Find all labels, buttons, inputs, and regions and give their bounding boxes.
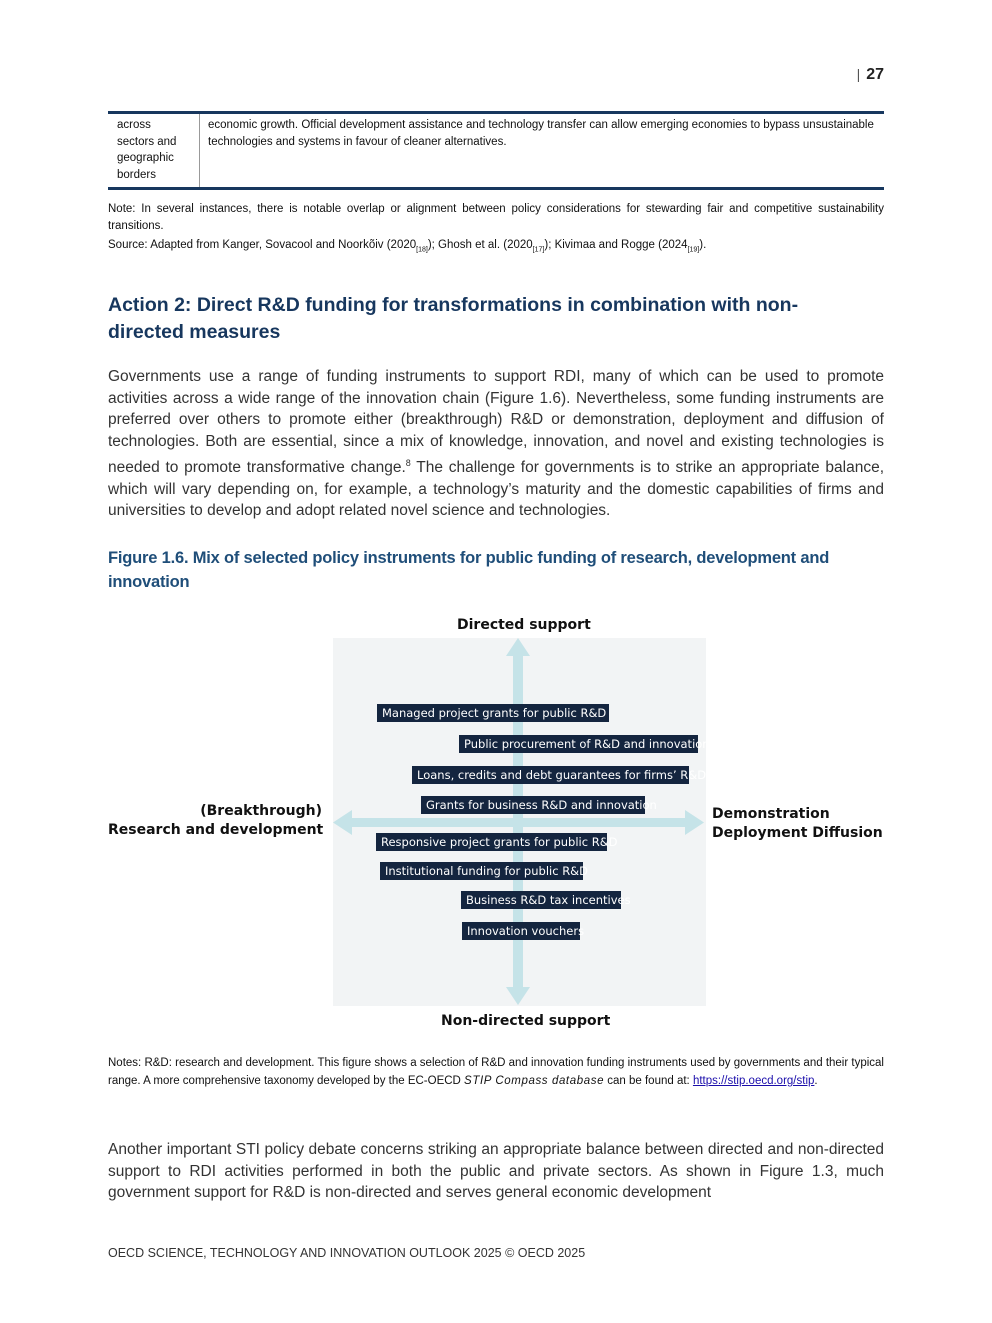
table-left-cell-line: borders (117, 168, 156, 181)
horizontal-axis-shaft (352, 818, 686, 827)
table-left-cell-line: geographic (117, 152, 174, 164)
right-axis-label-line-1: Demonstration (712, 806, 830, 822)
instrument-business-grants: Grants for business R&D and innovation (421, 796, 645, 814)
instrument-loans-credits: Loans, credits and debt guarantees for firms’ R&D (412, 766, 689, 784)
page-number-value: 27 (866, 66, 884, 83)
top-axis-label: Directed support (457, 617, 591, 633)
table-note: Note: In several instances, there is notable overlap or alignment between policy considerations for stewarding fair and competitive sustainability transitions. (108, 203, 884, 232)
paragraph-1: Governments use a range of funding instruments to support RDI, many of which can be used to promote activities across a wide range of the innovation chain (Figure 1.6). Nevertheless, some funding instruments are preferred over others to promote either (breakthrough) R&D or demonstration, deployment and diffusion of technologies. Both are essential, since a mix of knowledge, innovation, and novel and existing technologies is needed to promote transformative change.$^8$ The challenge for governments is to strike an appropriate balance, which will vary depending on, for example, a technology’s maturity and the domestic capabilities of firms and universities to develop and adopt related novel science and technologies. (108, 368, 885, 520)
table-left-cell-line: sectors and (117, 135, 177, 148)
page-separator: | (856, 66, 861, 82)
right-axis-label-line-2: Deployment Diffusion (712, 825, 883, 841)
right-arrowhead (685, 810, 704, 835)
instrument-tax-incentives: Business R&D tax incentives (461, 891, 621, 909)
figure-title: Figure 1.6. Mix of selected policy instruments for public funding of research, development and innovation (108, 549, 830, 591)
instrument-public-procurement: Public procurement of R&D and innovation (459, 735, 698, 753)
instrument-responsive-project-grants: Responsive project grants for public R&D (376, 833, 607, 851)
paragraph-2: Another important STI policy debate concerns striking an appropriate balance between directed and non-directed support to RDI activities performed in both the public and private sectors. As shown in Figure 1.3, much government support for R&D is non-directed and serves general economic development (108, 1141, 884, 1202)
instrument-innovation-vouchers: Innovation vouchers (462, 922, 580, 940)
left-arrowhead (333, 810, 352, 835)
table-right-cell: economic growth. Official development assistance and technology transfer can allow emerging economies to bypass unsustainable technologies and systems in favour of cleaner alternatives. (208, 119, 874, 148)
instrument-managed-project-grants: Managed project grants for public R&D (377, 704, 609, 722)
instrument-institutional-funding: Institutional funding for public R&D (380, 862, 583, 880)
table-left-cell-line: across (117, 119, 151, 131)
figure-notes: Notes: R&D: research and development. This figure shows a selection of R&D and innovation funding instruments used by governments and their typical range. A more comprehensive taxonomy developed by the EC-OECD STIP Compass database can be found at: https://stip.oecd.org/stip. (108, 1057, 884, 1087)
page-footer: OECD SCIENCE, TECHNOLOGY AND INNOVATION OUTLOOK 2025 © OECD 2025 (108, 1246, 586, 1260)
stip-link[interactable]: https://stip.oecd.org/stip (692, 1075, 815, 1087)
down-arrowhead (506, 987, 530, 1005)
left-axis-label-line-1: (Breakthrough) (200, 803, 322, 819)
left-axis-label (108, 802, 322, 840)
right-axis-label (712, 805, 883, 843)
bottom-axis-label: Non-directed support (441, 1013, 611, 1029)
section-heading: Action 2: Direct R&D funding for transformations in combination with non-directed measures (108, 294, 799, 343)
up-arrowhead (506, 638, 530, 656)
left-axis-label-line-2: Research and development (108, 822, 324, 838)
table-source: Source: Adapted from Kanger, Sovacool and Noorkõiv $(2020_{[18]})$; Ghosh et al. $(2020_{[17]})$; Kivimaa and Rogge $(2024_{[19]})$. (108, 239, 707, 254)
